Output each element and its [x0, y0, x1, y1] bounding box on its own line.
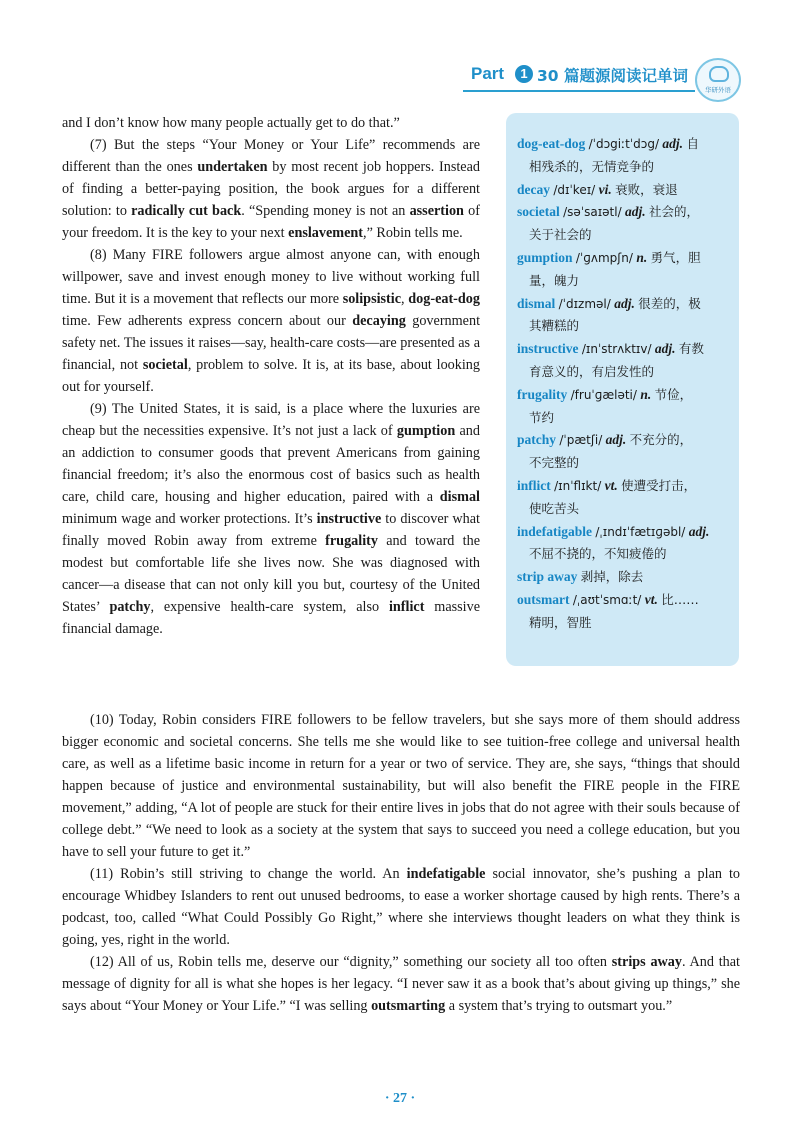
vocab-definition-cont: 关于社会的	[529, 227, 592, 243]
vocab-word: dog-eat-dog	[517, 136, 586, 151]
vocab-definition-cont: 使吃苦头	[529, 500, 580, 516]
paragraph-text: (7) But the steps “Your Money or Your Life” recommends are different than the ones	[62, 137, 480, 175]
vocab-term: undertaken	[197, 159, 268, 175]
vocab-pronunciation: /ɪnˈflɪkt/	[554, 478, 602, 493]
vocab-pronunciation: /səˈsaɪətl/	[563, 205, 622, 220]
paragraph-text: ,	[401, 291, 409, 307]
vocab-definition-cont: 不完整的	[529, 455, 580, 471]
vocab-term: indefatigable	[406, 866, 486, 882]
vocab-pronunciation: /ˈpætʃi/	[559, 433, 603, 448]
vocab-part-of-speech: vt.	[604, 477, 618, 493]
vocab-pronunciation: /dɪˈkeɪ/	[553, 182, 596, 197]
vocab-term: dismal	[439, 489, 480, 505]
article-full-width	[62, 709, 740, 1017]
vocab-pronunciation: /ˈdɔgiːtˈdɔg/	[588, 137, 660, 151]
vocab-term: enslavement	[288, 225, 364, 241]
vocab-entry	[517, 338, 727, 384]
vocab-part-of-speech: adj.	[688, 523, 710, 539]
vocabulary-box	[506, 113, 739, 666]
paragraph-text: government safety net. The issues it raises—say, health-care costs—are presented as a financial, not	[62, 313, 481, 373]
vocab-entry	[517, 201, 727, 247]
paragraph-text: (8) Many FIRE followers argue almost anyone can, with enough willpower, save and invest enough money to live without working full time. But it is a movement that reflects our more	[62, 247, 480, 307]
vocab-term: inflict	[388, 599, 425, 615]
paragraph-text: and toward the modest but comfortable life she lives now. She was diagnosed with cancer—a disease that can not only kill you but, courtesy of the United States’	[62, 533, 480, 615]
paragraph-text: social innovator, she’s pushing a plan to encourage Whidbey Islanders to rent out unused bedrooms, to ease a worker shortage caused by high rents. There’s a podcast, too, called “What Could Possibly Go Right,” where she interviews thought leaders on what they think is going, yes, right in the world.	[62, 866, 740, 948]
vocab-term: instructive	[316, 511, 382, 527]
vocab-entry	[517, 293, 727, 339]
vocab-definition-cont: 育意义的，有启发性的	[529, 363, 655, 379]
vocab-definition: 社会的，	[649, 204, 700, 220]
header-part-number: 1	[515, 65, 533, 83]
paragraph-text: ,” Robin tells me.	[363, 225, 463, 241]
vocab-entry	[517, 521, 727, 567]
vocab-part-of-speech: vt.	[644, 591, 658, 607]
vocab-definition: 比……	[661, 591, 699, 607]
vocab-pronunciation: /ˌɪndɪˈfætɪɡəbl/	[595, 524, 686, 539]
vocab-definition-cont: 其糟糕的	[529, 318, 580, 334]
logo-text: 华研外语	[705, 86, 731, 94]
vocab-definition: 有教	[678, 341, 704, 357]
vocab-part-of-speech: vi.	[598, 181, 612, 197]
vocab-word: frugality	[517, 386, 568, 402]
vocab-entry	[517, 566, 727, 589]
vocab-part-of-speech: adj.	[662, 136, 684, 151]
vocab-entry	[517, 589, 727, 635]
vocab-word: strip away	[517, 569, 578, 585]
vocab-definition-cont: 精明，智胜	[529, 614, 592, 630]
paragraph-text: . “Spending money is not an	[241, 203, 410, 219]
paragraph-text: , expensive health-care system, also	[150, 599, 389, 615]
paragraph-text: . And that message of dignity for all is what she hopes is her legacy. “I never saw it as a book that’s about giving up things,” she says about “Your Money or Your Life.” “I was selling	[62, 954, 740, 1014]
paragraph-text: and an addiction to consumer goods that prevent Americans from gaining financial freedom; it’s also the enormous cost of basics such as health care, child care, housing and higher education, paired with a	[62, 423, 480, 505]
paragraph-text: massive financial damage.	[62, 599, 481, 637]
vocab-term: decaying	[352, 313, 406, 329]
vocab-pronunciation: /ˌaʊtˈsmɑːt/	[572, 592, 642, 607]
vocab-entry	[517, 429, 727, 475]
vocab-definition: 节俭，	[654, 386, 693, 402]
vocab-word: inflict	[517, 477, 551, 493]
vocab-term: solipsistic	[342, 291, 402, 307]
vocab-term: radically cut back	[131, 203, 242, 219]
header-title: 30 篇题源阅读记单词	[537, 67, 688, 85]
paragraph-text: a system that’s trying to outsmart you.”	[445, 998, 673, 1014]
vocab-part-of-speech: n.	[640, 386, 652, 402]
vocab-term: outsmarting	[371, 998, 446, 1014]
paragraph-text: (9) The United States, it is said, is a place where the luxuries are cheap but the necessities expensive. It’s not just a lack of	[62, 401, 480, 439]
vocab-pronunciation: /fruˈɡæləti/	[570, 387, 637, 402]
vocab-word: gumption	[517, 249, 573, 265]
paragraph-text: minimum wage and worker protections. It’s	[62, 511, 317, 527]
vocab-entry	[517, 179, 727, 202]
vocab-word: decay	[517, 181, 550, 197]
vocab-part-of-speech: adj.	[614, 295, 635, 311]
paragraph-text: to discover what finally moved Robin away from extreme	[62, 511, 480, 549]
vocab-definition: 自	[686, 136, 699, 151]
vocab-definition: 不充分的，	[629, 432, 693, 448]
vocab-term: assertion	[409, 203, 464, 219]
vocab-definition: 使遭受打击，	[621, 477, 697, 493]
paragraph-text: and I don’t know how many people actually get to do that.”	[62, 115, 400, 131]
vocab-term: dog-eat-dog	[408, 291, 480, 307]
publisher-logo-icon	[695, 58, 741, 102]
vocab-part-of-speech: n.	[636, 249, 648, 265]
vocabulary-list	[517, 133, 727, 635]
vocab-definition: 剥掉，除去	[580, 569, 644, 585]
article-paragraph	[62, 709, 740, 863]
vocab-definition-cont: 不屈不挠的，不知疲倦的	[529, 546, 667, 562]
paragraph-text: of your freedom. It is the key to your next	[62, 203, 480, 241]
vocab-word: societal	[517, 204, 560, 220]
paragraph-text: (12) All of us, Robin tells me, deserve our “dignity,” something our society all too often	[90, 954, 612, 970]
vocab-word: indefatigable	[517, 523, 593, 539]
article-paragraph	[62, 398, 480, 640]
vocab-definition-cont: 节约	[529, 409, 555, 425]
article-paragraph	[62, 134, 480, 244]
vocab-pronunciation: /ˈɡʌmpʃn/	[575, 250, 633, 265]
vocab-part-of-speech: adj.	[625, 204, 646, 220]
vocab-definition: 衰败，衰退	[615, 181, 678, 197]
vocab-word: outsmart	[517, 591, 570, 607]
article-paragraph	[62, 951, 740, 1017]
vocab-entry	[517, 133, 727, 179]
logo-face-icon	[709, 66, 729, 82]
vocab-term: societal	[142, 357, 188, 373]
vocab-entry	[517, 247, 727, 293]
vocab-definition-cont: 量，魄力	[529, 272, 580, 288]
vocab-word: dismal	[517, 295, 556, 311]
vocab-term: patchy	[109, 599, 151, 615]
vocab-pronunciation: /ˈdɪzməl/	[558, 296, 611, 311]
vocab-word: instructive	[517, 341, 579, 357]
vocab-term: gumption	[396, 423, 456, 439]
paragraph-text: (11) Robin’s still striving to change the world. An	[90, 866, 407, 882]
article-paragraph	[62, 244, 480, 398]
paragraph-text: by most recent job hoppers. Instead of finding a better-paying position, the book argues for a different solution: to	[62, 159, 480, 219]
vocab-definition: 勇气，胆	[650, 249, 701, 265]
vocab-term: frugality	[325, 533, 378, 549]
vocab-part-of-speech: adj.	[654, 341, 676, 357]
page-number: · 27 ·	[384, 1091, 416, 1106]
vocab-term: strips away	[611, 954, 682, 970]
article-left-column	[62, 112, 480, 640]
article-paragraph	[62, 863, 740, 951]
vocab-definition-cont: 相残杀的，无情竞争的	[529, 158, 655, 174]
vocab-entry	[517, 475, 727, 521]
article-paragraph	[62, 112, 480, 134]
paragraph-text: (10) Today, Robin considers FIRE followers to be fellow travelers, but she says more of them should address bigger economic and societal concerns. She tells me she would like to see tuition-free college and universal health care, as well as a lifetime basic income in return for a year or two of service. They are, she says, “things that should happen because of justice and environmental sustainability, but will also benefit the FIRE people in the FIRE movement,” adding, “A lot of people are stuck for their entire lives in jobs that do not agree with their souls because of college debt.” “We need to look as a society at the system that says to succeed you need a college education, but you have to sell your future to get it.”	[62, 712, 740, 860]
paragraph-text: time. Few adherents express concern about our	[62, 313, 353, 329]
vocab-entry	[517, 384, 727, 430]
header-divider	[463, 90, 695, 92]
vocab-part-of-speech: adj.	[605, 432, 627, 448]
paragraph-text: , problem to solve. It is, at its base, about looking out for yourself.	[62, 357, 480, 395]
header-part-label: Part	[471, 64, 505, 83]
vocab-word: patchy	[517, 432, 557, 448]
vocab-definition: 很差的，极	[638, 295, 701, 311]
vocab-pronunciation: /ɪnˈstrʌktɪv/	[581, 342, 652, 357]
